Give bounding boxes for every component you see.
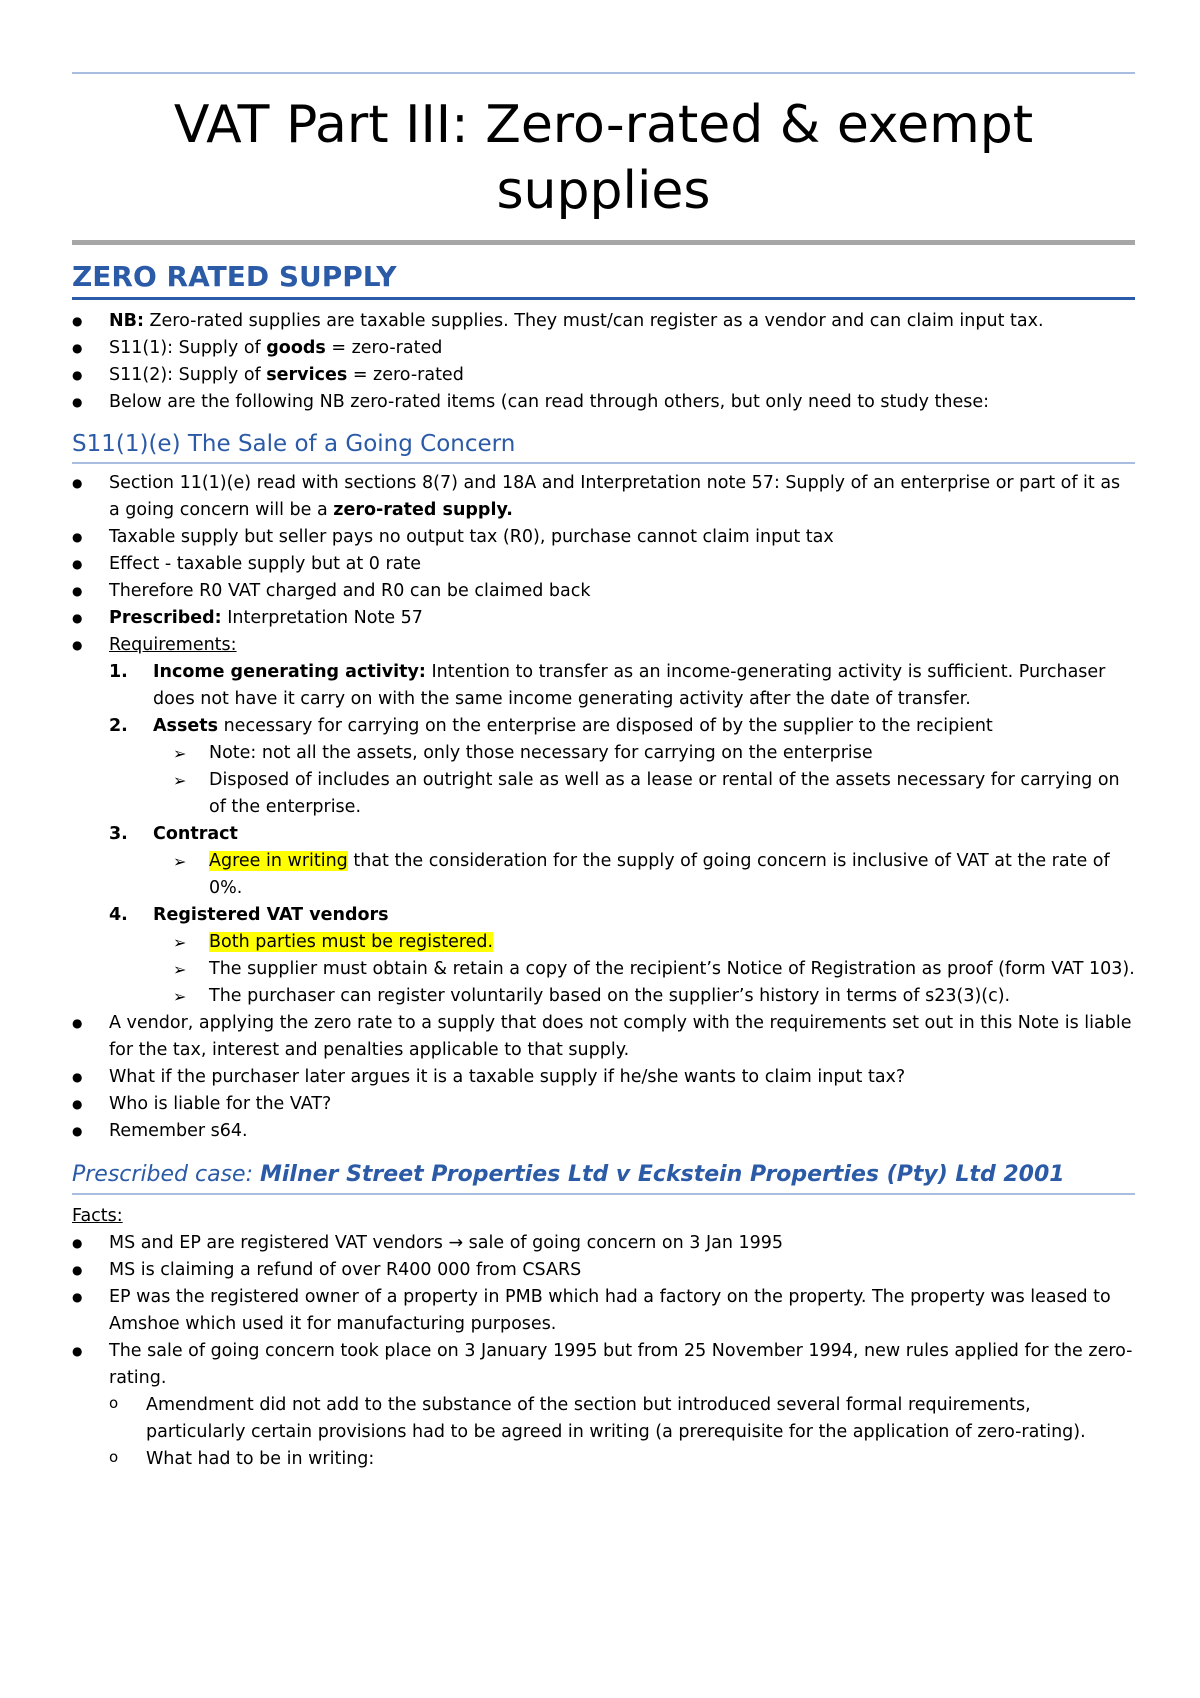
zero-rated-list [72,308,1135,416]
sub-item: ➢ Agree in writing that the consideration for the supply of going concern is inclusive of VAT at the rate of 0%. [173,848,1135,902]
sub-item: ➢ Disposed of includes an outright sale as well as a lease or rental of the assets necessary for carrying on of the enterprise. [173,767,1135,821]
sub-list [153,929,1135,1010]
highlight: Agree in writing [209,851,348,871]
list-item: ● The sale of going concern took place on 3 January 1995 but from 25 November 1994, new rules applied for the zero-rating. o Amendment did not add to the substance of the section but introduced several formal requirements, particularly certain provisions had to be agreed in writing (a prerequisite for the application of zero-rating). o What had to be in writing: [72,1338,1135,1473]
list-item: ● Section 11(1)(e) read with sections 8(7) and 18A and Interpretation note 57: Supply of an enterprise or part of it as a going concern will be a zero-rated supply. [72,470,1135,524]
list-item: ● Prescribed: Interpretation Note 57 [72,605,1135,632]
going-concern-list [72,470,1135,1145]
facts-label: Facts: [72,1206,123,1226]
section-heading-zero-rated: ZERO RATED SUPPLY [72,257,1135,300]
list-item: ● Who is liable for the VAT? [72,1091,1135,1118]
list-item: ● S11(2): Supply of services = zero-rated [72,362,1135,389]
list-item: ● Requirements: 1. Income generating activity: Intention to transfer as an income-generating activity is sufficient. Purchaser does not have it carry on with the same income generating activity after the date of transfer. 2. Assets necessary for carrying on the enterprise are disposed of by the supplier to the recipient ➢ Note: not all the assets, only those necessary for carrying on the enterprise ➢ Disposed of includes an outright sale as well as a lease or rental of the assets necessary for carrying on of the enterprise. 3. Contract ➢ Agree in writing that the consideration for the supply of going concern is inclusive of VAT at the rate of 0%. 4. Registered VAT vendors ➢ Both parties must be registered. ➢ The supplier must obtain & retain a copy of the recipient’s Notice of Registration as proof (form VAT 103). ➢ The purchaser can register voluntarily based on the supplier’s history in terms of s23(3)(c). [72,632,1135,1010]
requirement-item: 2. Assets necessary for carrying on the enterprise are disposed of by the supplier to the recipient ➢ Note: not all the assets, only those necessary for carrying on the enterprise ➢ Disposed of includes an outright sale as well as a lease or rental of the assets necessary for carrying on of the enterprise. [109,713,1135,821]
list-item: ● Therefore R0 VAT charged and R0 can be claimed back [72,578,1135,605]
top-rule [72,72,1135,74]
section-heading-going-concern: S11(1)(e) The Sale of a Going Concern [72,426,1135,464]
title-rule [72,240,1135,245]
sub-list [153,740,1135,821]
arrow-icon: ➢ [173,771,187,790]
list-item: ● Effect - taxable supply but at 0 rate [72,551,1135,578]
requirement-item: 1. Income generating activity: Intention to transfer as an income-generating activity is sufficient. Purchaser does not have it carry on with the same income generating activity after the date of transfer. [109,662,1106,709]
page-title: VAT Part III: Zero-rated & exempt supplies [173,95,1034,221]
list-item: ● Taxable supply but seller pays no output tax (R0), purchase cannot claim input tax [72,524,1135,551]
arrow-icon: ➢ [173,987,187,1006]
arrow-icon: ➢ [173,933,187,952]
requirement-item: 3. Contract ➢ Agree in writing that the consideration for the supply of going concern is inclusive of VAT at the rate of 0%. [109,821,1135,902]
facts-list [72,1230,1135,1473]
sub-item: o What had to be in writing: [109,1446,1135,1473]
highlight: Both parties must be registered. [209,932,494,952]
list-item: ● EP was the registered owner of a property in PMB which had a factory on the property. The property was leased to Amshoe which used it for manufacturing purposes. [72,1284,1135,1338]
sub-list [153,848,1135,902]
list-item: ● MS and EP are registered VAT vendors → sale of going concern on 3 Jan 1995 [72,1230,1135,1257]
list-item: ● What if the purchaser later argues it is a taxable supply if he/she wants to claim input tax? [72,1064,1135,1091]
list-item: ● Below are the following NB zero-rated items (can read through others, but only need to study these: [72,389,1135,416]
list-item: ● A vendor, applying the zero rate to a supply that does not comply with the requirements set out in this Note is liable for the tax, interest and penalties applicable to that supply. [72,1010,1135,1064]
arrow-icon: ➢ [173,852,187,871]
sub-item: ➢ Note: not all the assets, only those necessary for carrying on the enterprise [173,740,1135,767]
arrow-icon: ➢ [173,960,187,979]
requirements-list [72,659,1135,1010]
sub-item: o Amendment did not add to the substance of the section but introduced several formal requirements, particularly certain provisions had to be agreed in writing (a prerequisite for the application of zero-rating). [109,1392,1135,1446]
list-item: ● NB: Zero-rated supplies are taxable supplies. They must/can register as a vendor and can claim input tax. [72,308,1135,335]
list-item: ● Remember s64. [72,1118,1135,1145]
sub-list [72,1392,1135,1473]
section-heading-case: Prescribed case: Milner Street Properties Ltd v Eckstein Properties (Pty) Ltd 2001 [72,1161,1135,1195]
sub-item: ➢ The supplier must obtain & retain a copy of the recipient’s Notice of Registration as proof (form VAT 103). [173,956,1135,983]
sub-item [173,929,1135,956]
list-item: ● MS is claiming a refund of over R400 000 from CSARS [72,1257,1135,1284]
document-content [72,72,1135,1473]
arrow-icon: ➢ [173,744,187,763]
list-item: ● S11(1): Supply of goods = zero-rated [72,335,1135,362]
requirement-item: 4. Registered VAT vendors ➢ Both parties must be registered. ➢ The supplier must obtain & retain a copy of the recipient’s Notice of Registration as proof (form VAT 103). ➢ The purchaser can register voluntarily based on the supplier’s history in terms of s23(3)(c). [109,902,1135,1010]
sub-item: ➢ The purchaser can register voluntarily based on the supplier’s history in terms of s23(3)(c). [173,983,1135,1010]
